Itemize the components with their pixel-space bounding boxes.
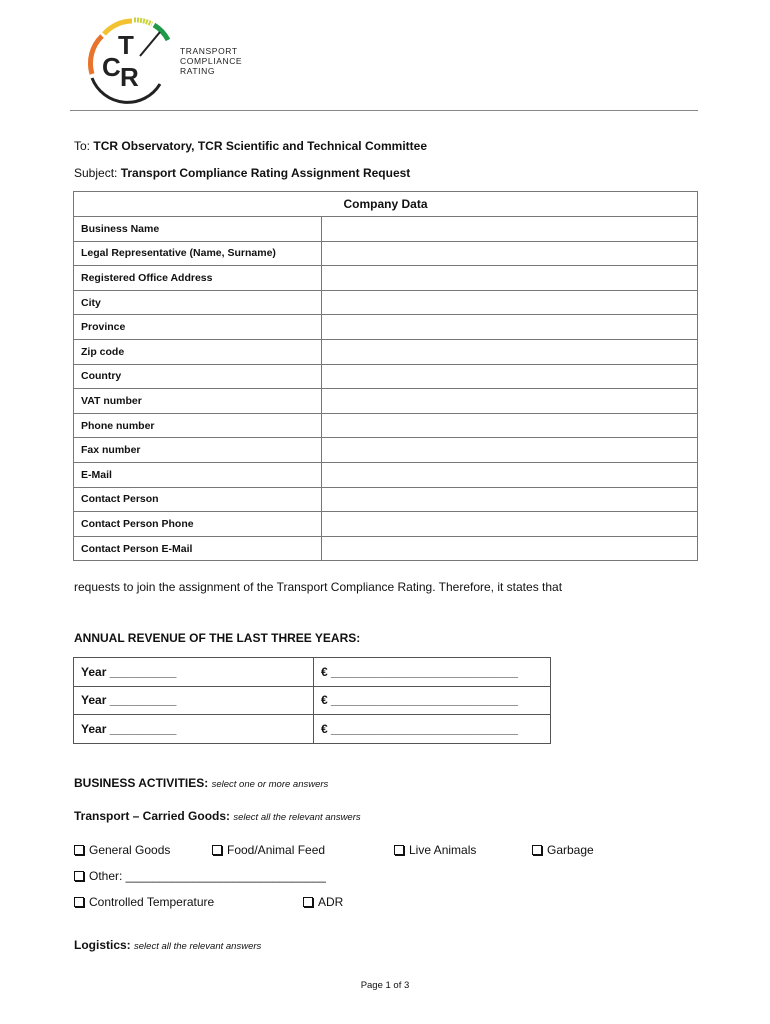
option-label: Live Animals [409, 843, 477, 857]
revenue-year[interactable]: Year __________ [74, 658, 314, 687]
field-label: Business Name [74, 217, 322, 242]
table-row [74, 364, 698, 389]
field-label: Contact Person Phone [74, 512, 322, 537]
field-label: Contact Person [74, 487, 322, 512]
company-data-title: Company Data [74, 192, 698, 217]
revenue-row [74, 658, 551, 687]
revenue-year[interactable]: Year __________ [74, 715, 314, 744]
to-value: TCR Observatory, TCR Scientific and Technical Committee [93, 139, 427, 153]
checkbox-adr[interactable] [303, 895, 343, 909]
field-label: VAT number [74, 389, 322, 414]
revenue-amount[interactable]: € ____________________________ [314, 658, 551, 687]
option-label: ADR [318, 895, 344, 909]
business-activities-label: BUSINESS ACTIVITIES: [74, 776, 209, 790]
transport-heading [74, 809, 361, 823]
to-line [74, 139, 427, 153]
business-activities-note: select one or more answers [211, 779, 329, 790]
table-row [74, 290, 698, 315]
table-row [74, 487, 698, 512]
checkbox-controlled-temperature[interactable] [74, 895, 214, 909]
subject-value: Transport Compliance Rating Assignment Request [120, 166, 411, 180]
option-label: Controlled Temperature [89, 895, 215, 909]
revenue-row [74, 686, 551, 715]
revenue-heading: ANNUAL REVENUE OF THE LAST THREE YEARS: [74, 631, 361, 645]
other-label: Other: ______________________________ [89, 869, 326, 883]
checkbox-icon[interactable] [303, 897, 313, 907]
field-value-cell[interactable] [322, 512, 698, 537]
field-value-cell[interactable] [322, 487, 698, 512]
field-label: Country [74, 364, 322, 389]
logistics-label: Logistics: [74, 938, 131, 952]
table-row [74, 315, 698, 340]
logistics-heading [74, 938, 261, 952]
field-label: E-Mail [74, 462, 322, 487]
logo-letter-c: C [102, 52, 121, 82]
checkbox-icon[interactable] [74, 897, 84, 907]
checkbox-icon[interactable] [74, 845, 84, 855]
field-value-cell[interactable] [322, 290, 698, 315]
subject-line [74, 166, 410, 180]
table-row [74, 389, 698, 414]
field-value-cell[interactable] [322, 241, 698, 266]
field-label: Fax number [74, 438, 322, 463]
checkbox-food-animal-feed[interactable] [212, 843, 325, 857]
checkbox-general-goods[interactable] [74, 843, 170, 857]
table-row [74, 462, 698, 487]
field-value-cell[interactable] [322, 536, 698, 561]
table-row [74, 266, 698, 291]
table-row [74, 536, 698, 561]
field-label: Province [74, 315, 322, 340]
field-label: Registered Office Address [74, 266, 322, 291]
field-label: Contact Person E-Mail [74, 536, 322, 561]
transport-note: select all the relevant answers [233, 812, 361, 823]
option-label: Garbage [547, 843, 594, 857]
checkbox-other[interactable] [74, 869, 326, 883]
page-number: Page 1 of 3 [360, 980, 410, 991]
logo-letter-t: T [118, 30, 134, 60]
checkbox-icon[interactable] [212, 845, 222, 855]
logo-wordmark [180, 46, 242, 76]
field-label: Phone number [74, 413, 322, 438]
field-value-cell[interactable] [322, 339, 698, 364]
field-value-cell[interactable] [322, 315, 698, 340]
option-label: General Goods [89, 843, 171, 857]
table-row [74, 241, 698, 266]
revenue-year[interactable]: Year __________ [74, 686, 314, 715]
revenue-table [73, 657, 551, 744]
checkbox-icon[interactable] [394, 845, 404, 855]
revenue-amount[interactable]: € ____________________________ [314, 715, 551, 744]
logo-line: TRANSPORT [180, 46, 238, 56]
table-row [74, 438, 698, 463]
checkbox-garbage[interactable] [532, 843, 594, 857]
table-row [74, 339, 698, 364]
option-label: Food/Animal Feed [227, 843, 326, 857]
field-value-cell[interactable] [322, 413, 698, 438]
checkbox-icon[interactable] [74, 871, 84, 881]
logo-line: COMPLIANCE [180, 56, 243, 66]
field-value-cell[interactable] [322, 364, 698, 389]
field-label: City [74, 290, 322, 315]
to-label: To: [74, 139, 91, 153]
logistics-note: select all the relevant answers [134, 941, 262, 952]
table-row [74, 413, 698, 438]
logo-line: RATING [180, 66, 216, 76]
table-row [74, 217, 698, 242]
field-value-cell[interactable] [322, 462, 698, 487]
header-divider [70, 110, 698, 111]
field-value-cell[interactable] [322, 389, 698, 414]
transport-label: Transport – Carried Goods: [74, 809, 231, 823]
revenue-row [74, 715, 551, 744]
business-activities-heading [74, 776, 328, 790]
subject-label: Subject: [74, 166, 118, 180]
field-value-cell[interactable] [322, 266, 698, 291]
table-row [74, 512, 698, 537]
field-label: Legal Representative (Name, Surname) [74, 241, 322, 266]
statement-text: requests to join the assignment of the Transport Compliance Rating. Therefore, it states that [74, 580, 563, 594]
revenue-amount[interactable]: € ____________________________ [314, 686, 551, 715]
field-value-cell[interactable] [322, 217, 698, 242]
field-value-cell[interactable] [322, 438, 698, 463]
checkbox-live-animals[interactable] [394, 843, 476, 857]
company-data-table [73, 191, 698, 561]
checkbox-icon[interactable] [532, 845, 542, 855]
logo-letter-r: R [120, 62, 139, 92]
field-label: Zip code [74, 339, 322, 364]
